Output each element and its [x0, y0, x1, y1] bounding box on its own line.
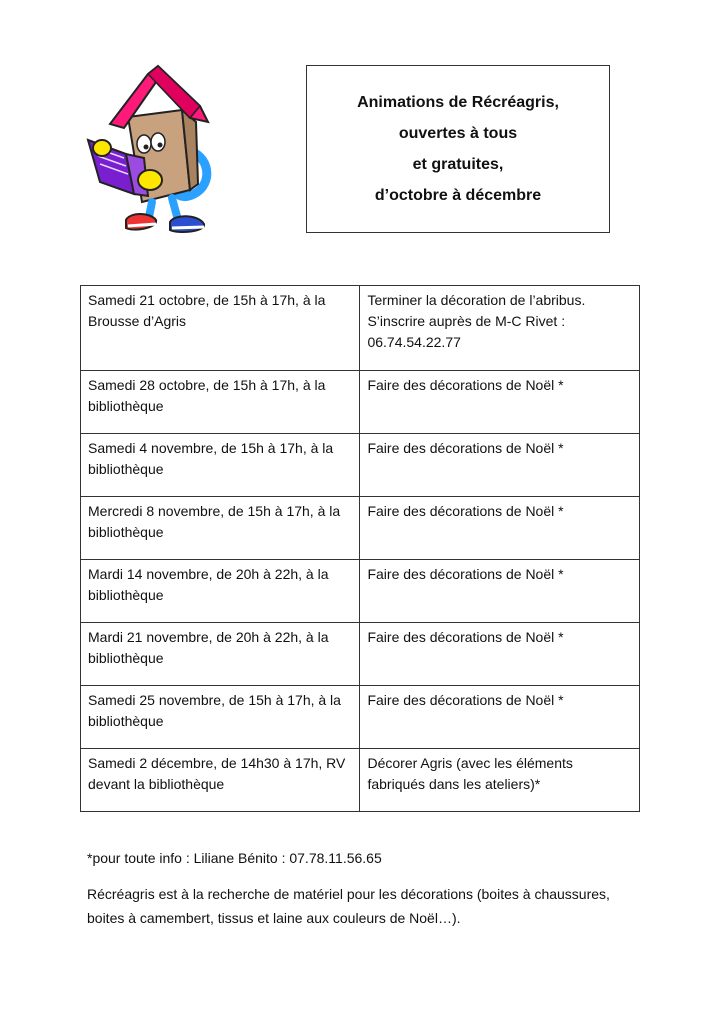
table-row	[81, 371, 640, 434]
title-line-2: ouvertes à tous	[398, 124, 518, 142]
title-box	[306, 65, 610, 233]
event-activity-cell	[360, 286, 640, 371]
table-row	[81, 749, 640, 812]
table-row	[81, 286, 640, 371]
reading-house-mascot-icon	[78, 62, 218, 247]
event-activity-cell: Décorer Agris (avec les éléments fabriqués dans les ateliers)*	[360, 749, 640, 812]
table-row	[81, 623, 640, 686]
table-row	[81, 686, 640, 749]
activity-line: S’inscrire auprès de M-C Rivet :	[367, 313, 566, 329]
materials-request: Récréagris est à la recherche de matériel pour les décorations (boites à chaussures, boites à camembert, tissus et laine aux couleurs de Noël…).	[87, 886, 610, 926]
event-activity-cell: Faire des décorations de Noël *	[360, 560, 640, 623]
activity-line: Terminer la décoration de l’abribus.	[367, 292, 586, 308]
event-date-cell: Mercredi 8 novembre, de 15h à 17h, à la bibliothèque	[81, 497, 360, 560]
table-row	[81, 560, 640, 623]
event-activity-cell: Faire des décorations de Noël *	[360, 497, 640, 560]
event-activity-cell: Faire des décorations de Noël *	[360, 371, 640, 434]
title-line-1: Animations de Récréagris,	[357, 93, 559, 111]
table-row	[81, 497, 640, 560]
event-date-cell: Mardi 14 novembre, de 20h à 22h, à la bibliothèque	[81, 560, 360, 623]
contact-note: *pour toute info : Liliane Bénito : 07.78.11.56.65	[87, 850, 382, 866]
event-date-cell: Samedi 4 novembre, de 15h à 17h, à la bibliothèque	[81, 434, 360, 497]
event-date-cell: Samedi 2 décembre, de 14h30 à 17h, RV devant la bibliothèque	[81, 749, 360, 812]
event-date-cell: Mardi 21 novembre, de 20h à 22h, à la bibliothèque	[81, 623, 360, 686]
title-line-3: et gratuites,	[412, 156, 504, 173]
activity-phone: 06.74.54.22.77	[367, 334, 461, 350]
event-date-cell: Samedi 28 octobre, de 15h à 17h, à la bibliothèque	[81, 371, 360, 434]
event-date-cell: Samedi 25 novembre, de 15h à 17h, à la bibliothèque	[81, 686, 360, 749]
event-activity-cell: Faire des décorations de Noël *	[360, 686, 640, 749]
event-date-cell: Samedi 21 octobre, de 15h à 17h, à la Brousse d’Agris	[81, 286, 360, 371]
event-activity-cell: Faire des décorations de Noël *	[360, 434, 640, 497]
schedule-table	[80, 285, 640, 812]
title-line-4: d’octobre à décembre	[374, 187, 542, 205]
table-row	[81, 434, 640, 497]
event-activity-cell: Faire des décorations de Noël *	[360, 623, 640, 686]
